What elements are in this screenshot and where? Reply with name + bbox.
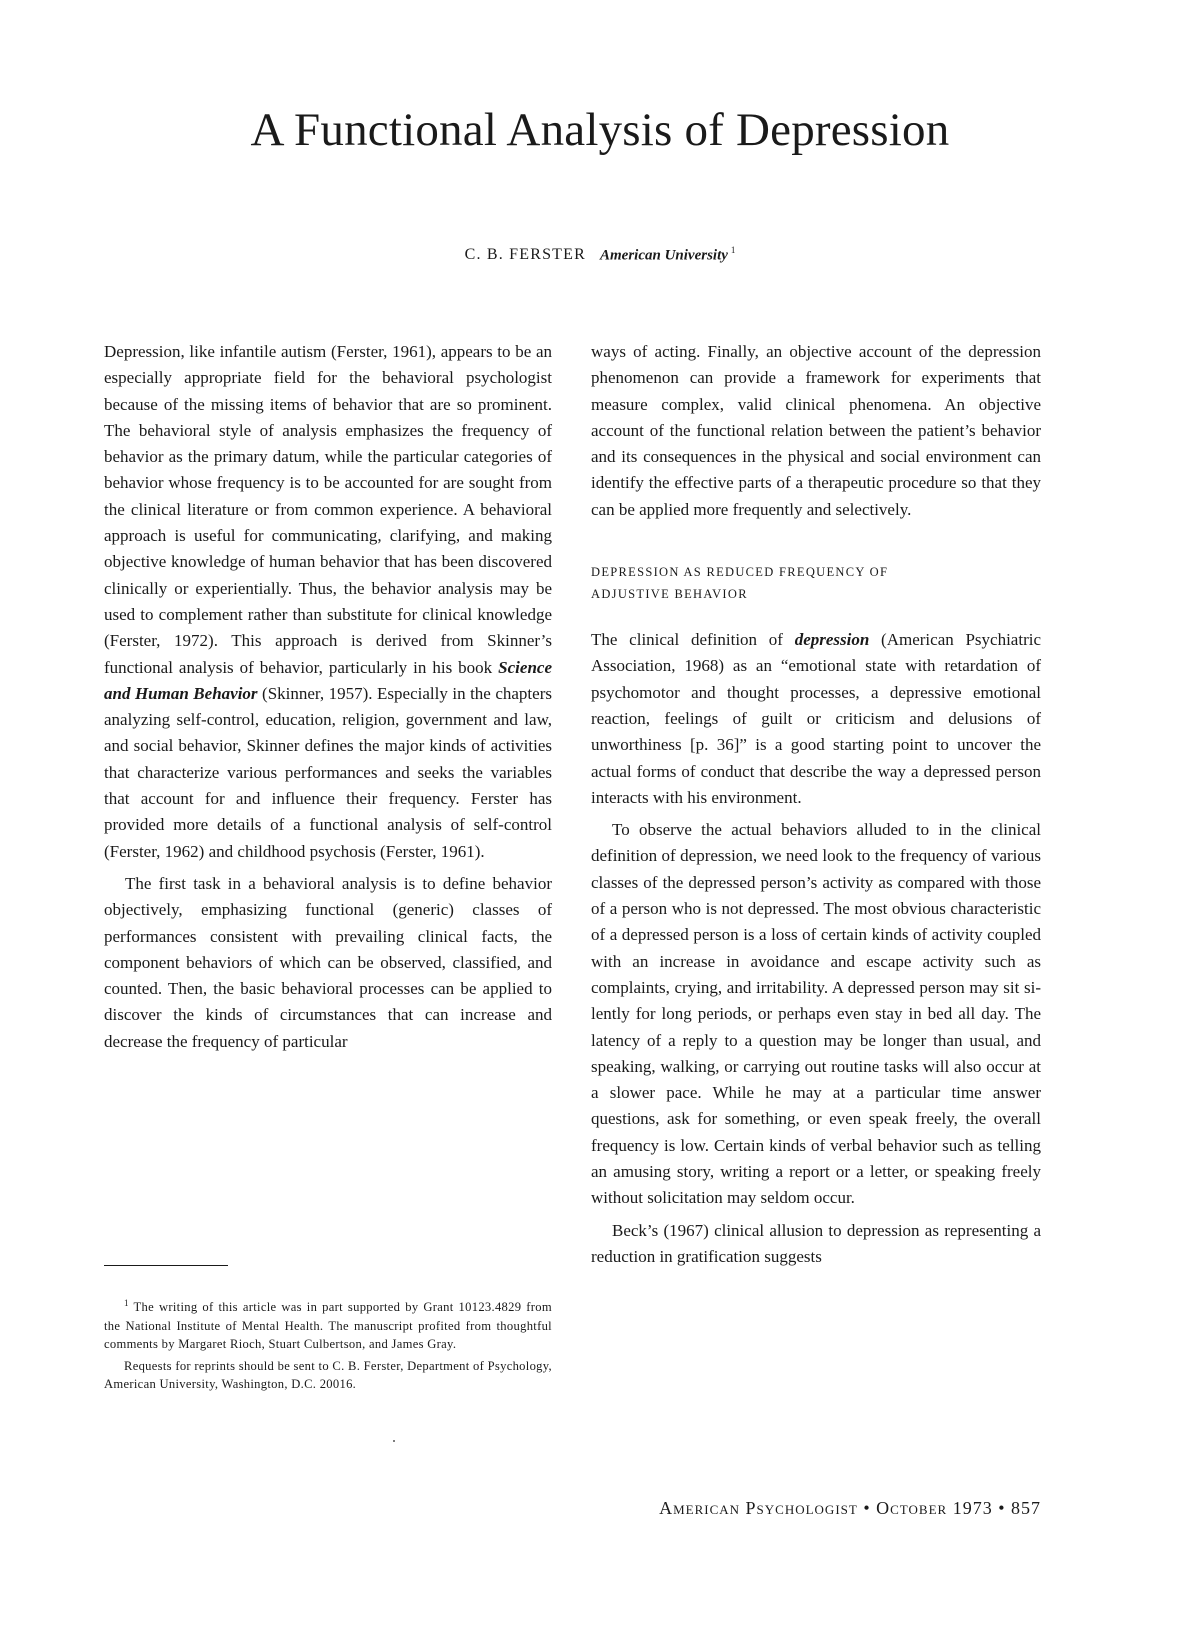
reprints-note: Requests for reprints should be sent to C. B. Ferster, Department of Psychology, American University, Washington, D.C. 20016. (104, 1358, 552, 1392)
page-number: 857 (1011, 1498, 1041, 1518)
journal-name: American Psychologist (659, 1498, 858, 1518)
article-title: A Functional Analysis of Depression (250, 104, 950, 156)
footnotes (104, 1291, 552, 1394)
intro-paragraph-tail: (Skinner, 1957). Especially in the chapters analyzing self-control, education, religion, government and law, and social behavior, Skinner defines the major kinds of activities that characterize various performances and seeks the variables that account for and influence their frequency. Ferster has provided more details of a functional analysis of self-control (Ferster, 1962) and childhood psychosis (Ferster, 1961). (104, 683, 552, 861)
right-column (591, 339, 1041, 1270)
left-column (104, 339, 552, 1055)
running-footer (591, 1497, 1041, 1519)
issue-date: October 1973 (876, 1498, 993, 1518)
first-task-paragraph: The first task in a behavioral analysis is to define behavior objectively, emphasizing functional (generic) classes of performances consistent with prevailing clinical facts, the component behaviors of which can be observed, classified, and counted. Then, the basic behavioral processes can be applied to discover the kinds of circumstances that can increase and decrease the frequency of particular (104, 873, 552, 1051)
book-title: Science and Human Behavior (104, 657, 552, 703)
print-speck (393, 1440, 395, 1442)
intro-paragraph (104, 339, 552, 865)
definition-term: depression (794, 630, 870, 650)
beck-paragraph: Beck’s (1967) clinical allusion to depression as representing a reduction in gratification suggests (591, 1220, 1041, 1266)
byline (0, 240, 1200, 265)
section-heading (591, 561, 1041, 605)
observe-paragraph: To observe the actual behaviors alluded to in the clinical definition of depression, we need look to the frequency of various classes of the depressed person’s activity as compared with those of a person who is not depressed. The most obvious characteristic of a depressed person is a loss of certain kinds of activity coupled with an increase in avoidance and escape activity such as complaints, crying, and irritability. A depressed person may sit silently for long periods, or perhaps even stay in bed all day. The latency of a reply to a question may be longer than usual, and speaking, walking, or carrying out routine tasks will also occur at a slower pace. While he may at a particular time answer questions, ask for something, or even speak freely, the overall frequency is low. Certain kinds of verbal behavior such as telling an amusing story, writing a report or a letter, or speaking freely without solicitation may seldom occur. (591, 820, 1041, 1208)
author-affiliation: American University (599, 247, 728, 264)
footnote-divider (104, 1265, 228, 1266)
author-name: C. B. FERSTER (464, 246, 586, 264)
footnote-1-text: The writing of this article was in part supported by Grant 10123.4829 from the National Institute of Mental Health. The manuscript profited from thoughtful comments by Margaret Rioch, Stuart Culbertson, and James Gray. (104, 1300, 552, 1352)
footer-separator-2: • (992, 1498, 1011, 1518)
continuation-paragraph: ways of acting. Finally, an objective account of the depression phenomenon can provide a framework for experiments that measure complex, valid clinical phenomena. An objective account of the functional relation between the patient’s behavior and its consequences in the physical and social environment can identify the effective parts of a therapeutic procedure so that they can be applied more frequently and selectively. (591, 342, 1041, 519)
intro-paragraph-text: Depression, like infantile autism (Ferster, 1961), appears to be an especially appropriate field for the behavioral psychologist because of the missing items of behavior that are so prominent. The behavioral style of analysis emphasizes the frequency of behavior as the primary datum, while the particular categories of behavior whose frequency is to be accounted for are sought from the clinical literature or from common experience. A behavioral approach is useful for communicating, clarifying, and making objective knowledge of human behavior that has been discovered clinically or experientially. Thus, the behavior analysis may be used to complement rather than substitute for clinical knowledge (Ferster, 1972). This approach is derived from Skinner’s functional analysis of behavior, particularly in his book (104, 342, 552, 677)
section-heading-line1: DEPRESSION AS REDUCED FREQUENCY OF (591, 565, 889, 580)
footnote-1 (104, 1294, 552, 1354)
footnote-1-mark: 1 (124, 1298, 129, 1308)
definition-paragraph (591, 627, 1041, 811)
affiliation-footnote-mark: 1 (730, 245, 736, 255)
footer-separator-1: • (857, 1498, 877, 1518)
definition-rest: (American Psychiatric Association, 1968) as an “emotional state with retardation of psychomotor and thought processes, a depressive emotional reaction, feelings of guilt or criticism and delusions of unworthiness [p. 36]” is a good starting point to uncover the actual forms of conduct that describe the way a depressed person interacts with his environment. (591, 630, 1042, 807)
definition-intro: The clinical definition of (591, 630, 795, 650)
section-heading-line2: ADJUSTIVE BEHAVIOR (591, 587, 748, 602)
